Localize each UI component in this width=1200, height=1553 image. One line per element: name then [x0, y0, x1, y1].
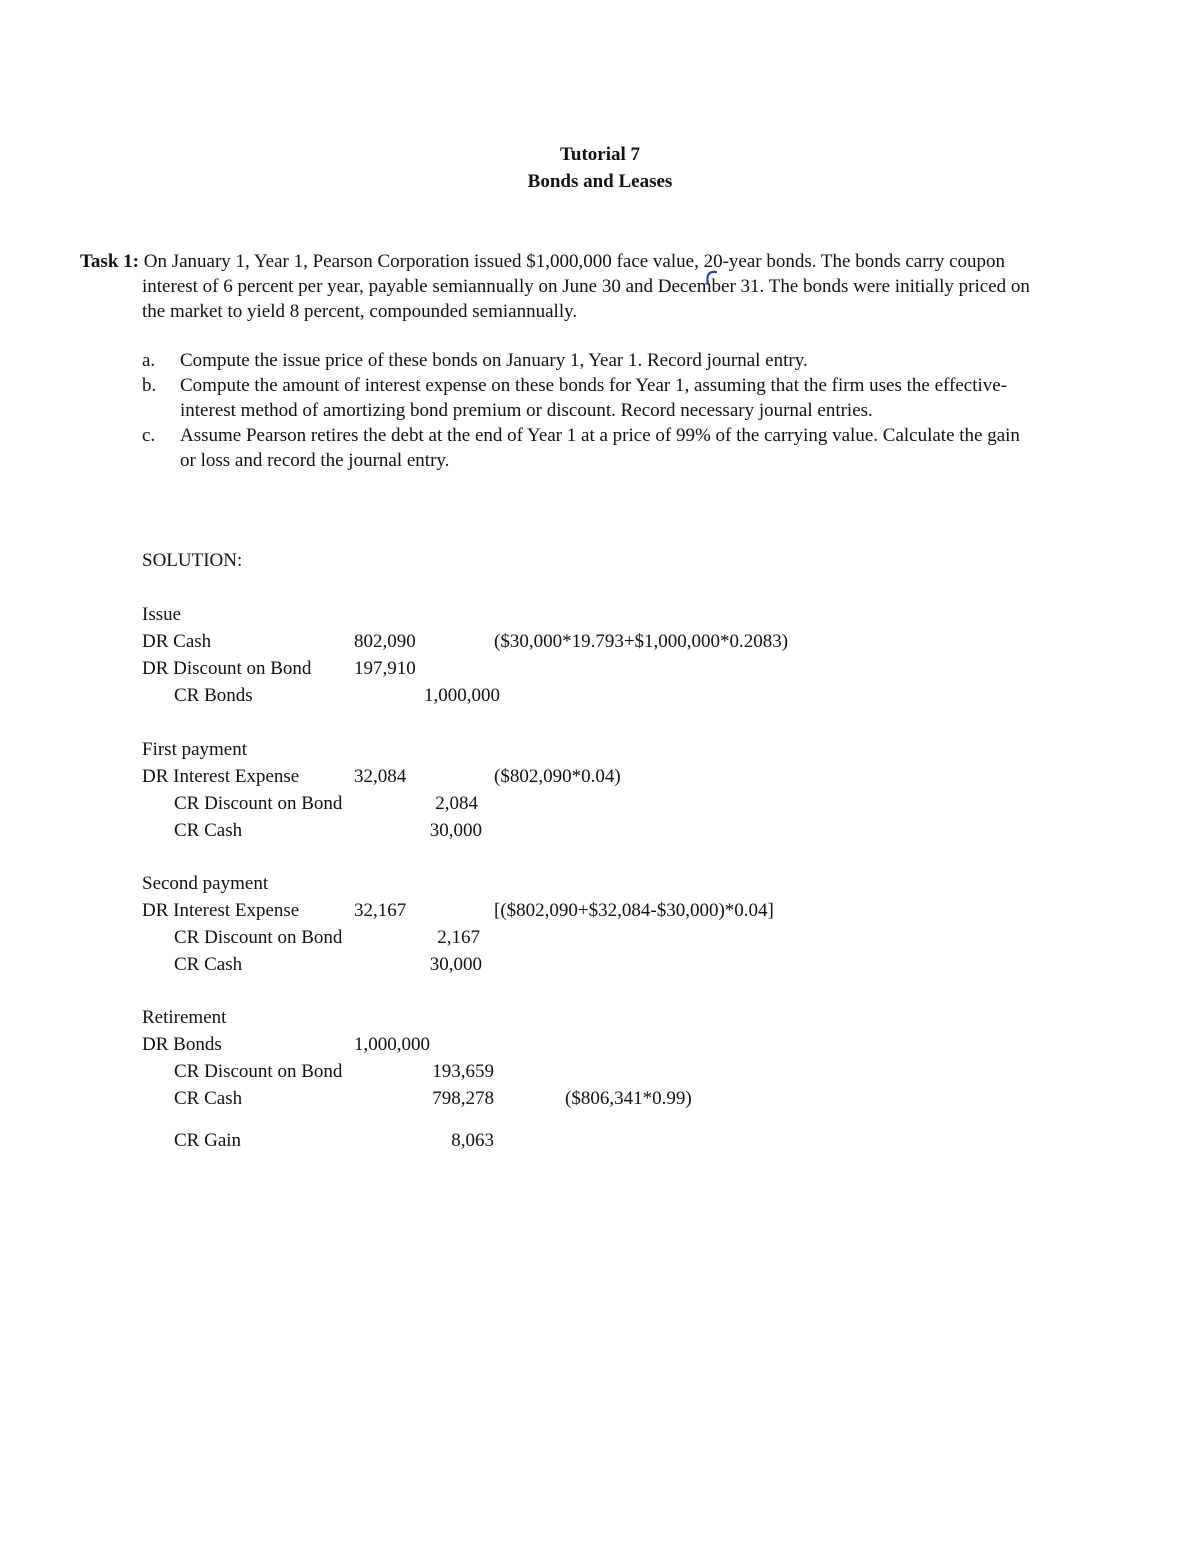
- question-text: Compute the issue price of these bonds on January 1, Year 1. Record journal entry.: [180, 350, 808, 371]
- task-1-text: On January 1, Year 1, Pearson Corporation issued $1,000,000 face value, 20-year bonds. The bonds carry coupon interest of 6 percent per year, payable semiannually on June 30 and December 31. The bonds were initially priced on the market to yield 8 percent, compounded semiannually.: [142, 251, 1030, 322]
- cr-cash-amount: 30,000: [429, 820, 482, 841]
- cr-discount-label: CR Discount on Bond: [174, 1061, 343, 1082]
- question-letter: a.: [142, 350, 156, 371]
- first-payment-heading: First payment: [142, 739, 248, 760]
- dr-cash-calculation: ($30,000*19.793+$1,000,000*0.2083): [494, 631, 789, 652]
- task-1-statement: [80, 249, 1040, 324]
- cr-cash-calculation: ($806,341*0.99): [565, 1088, 692, 1109]
- cr-gain-amount: 8,063: [451, 1130, 494, 1151]
- cr-bonds-amount: 1,000,000: [424, 685, 500, 706]
- dr-interest-amount: 32,167: [354, 900, 407, 921]
- dr-interest-calculation: [($802,090+$32,084-$30,000)*0.04]: [494, 900, 774, 921]
- dr-interest-calculation: ($802,090*0.04): [494, 766, 621, 787]
- dr-cash-label: DR Cash: [142, 631, 212, 652]
- question-b: [142, 373, 1022, 423]
- issue-heading: Issue: [142, 604, 182, 625]
- question-letter: b.: [142, 375, 157, 396]
- task-1-questions: [142, 348, 1022, 473]
- dr-bonds-label: DR Bonds: [142, 1034, 222, 1055]
- handwritten-pen-mark: [704, 270, 718, 288]
- cr-cash-label: CR Cash: [174, 954, 243, 975]
- cr-discount-amount: 193,659: [432, 1061, 494, 1082]
- dr-interest-label: DR Interest Expense: [142, 766, 300, 787]
- dr-cash-amount: 802,090: [354, 631, 416, 652]
- question-text: Compute the amount of interest expense on these bonds for Year 1, assuming that the firm uses the effective-interest method of amortizing bond premium or discount. Record necessary journal entries.: [180, 375, 1008, 421]
- task-1-label: Task 1:: [80, 251, 139, 272]
- question-text: Assume Pearson retires the debt at the end of Year 1 at a price of 99% of the carrying value. Calculate the gain or loss and record the journal entry.: [180, 425, 1020, 471]
- document-title: Tutorial 7: [559, 144, 641, 165]
- question-letter: c.: [142, 425, 156, 446]
- cr-discount-amount: 2,167: [437, 927, 480, 948]
- dr-discount-label: DR Discount on Bond: [142, 658, 312, 679]
- cr-cash-amount: 798,278: [432, 1088, 494, 1109]
- retirement-heading: Retirement: [142, 1007, 227, 1028]
- cr-discount-amount: 2,084: [435, 793, 478, 814]
- question-c: [142, 423, 1022, 473]
- second-payment-heading: Second payment: [142, 873, 269, 894]
- dr-interest-label: DR Interest Expense: [142, 900, 300, 921]
- document-subtitle: Bonds and Leases: [527, 171, 673, 192]
- solution-heading: SOLUTION:: [142, 550, 243, 571]
- cr-discount-label: CR Discount on Bond: [174, 927, 343, 948]
- cr-bonds-label: CR Bonds: [174, 685, 253, 706]
- cr-cash-label: CR Cash: [174, 820, 243, 841]
- cr-cash-label: CR Cash: [174, 1088, 243, 1109]
- dr-interest-amount: 32,084: [354, 766, 407, 787]
- cr-cash-amount: 30,000: [429, 954, 482, 975]
- cr-gain-label: CR Gain: [174, 1130, 242, 1151]
- question-a: [142, 348, 1022, 373]
- dr-discount-amount: 197,910: [354, 658, 416, 679]
- dr-bonds-amount: 1,000,000: [354, 1034, 430, 1055]
- cr-discount-label: CR Discount on Bond: [174, 793, 343, 814]
